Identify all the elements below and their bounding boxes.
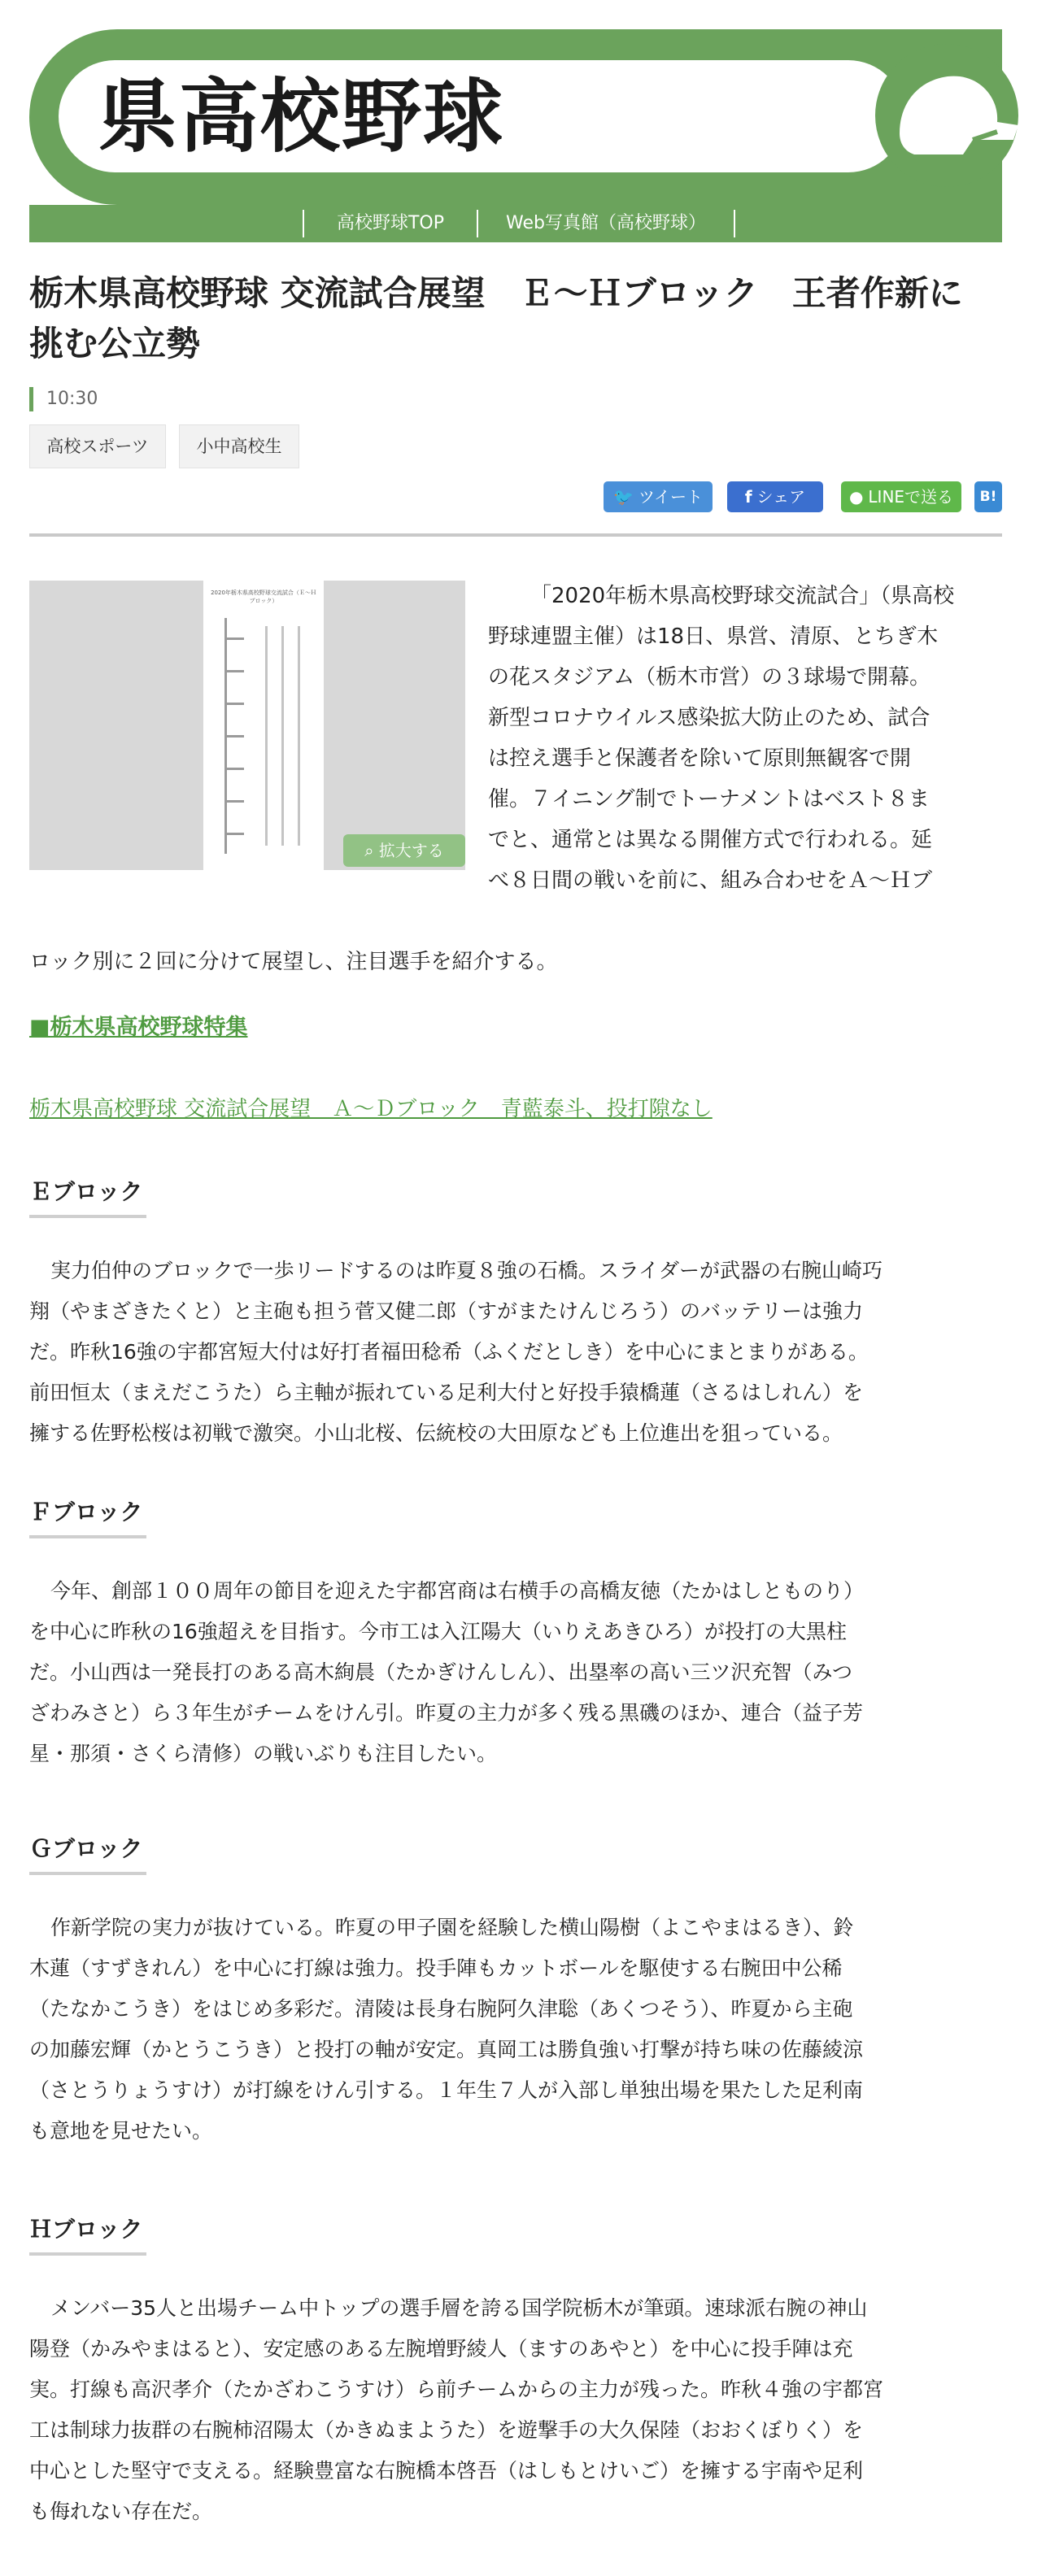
- body-line: 作新学院の実力が抜けている。昨夏の甲子園を経験した横山陽樹（よこやまはるき）、鈴: [50, 1916, 854, 1939]
- bracket-document-image: [203, 581, 324, 870]
- bracket-line: [224, 637, 244, 640]
- body-line: 工は制球力抜群の右腕柿沼陽太（かきぬまようた）を遊撃手の大久保陸（おおくぼりく）を: [29, 2418, 864, 2442]
- zoom-button[interactable]: [343, 834, 465, 867]
- body-line: 擁する佐野松桜は初戦で激突。小山北桜、伝統校の大田原なども上位進出を狙っている。: [29, 1421, 843, 1445]
- line-share-button[interactable]: [841, 481, 961, 512]
- site-title: 県高校野球: [98, 71, 505, 163]
- headline-line-1: 栃木県高校野球 交流試合展望 Ｅ〜Ｈブロック 王者作新に: [29, 273, 963, 313]
- article-photo[interactable]: [29, 581, 465, 870]
- section-heading-underline: [29, 1872, 146, 1875]
- bracket-line: [224, 703, 244, 705]
- body-line: も侮れない存在だ。: [29, 2500, 213, 2523]
- facebook-share-label: シェア: [756, 487, 806, 507]
- body-line: 翔（やまざきたくと）と主砲も担う菅又健二郎（すがまたけんじろう）のバッテリーは強力: [29, 1299, 864, 1323]
- body-line: だ。昨秋16強の宇都宮短大付は好打者福田稔希（ふくだとしき）を中心にまとまりがある。: [29, 1340, 869, 1364]
- bracket-names-column: [265, 626, 268, 846]
- line-icon: ●: [848, 487, 864, 507]
- tag-high-school-sports[interactable]: 高校スポーツ: [29, 424, 166, 468]
- body-line: 陽登（かみやまはると）、安定感のある左腕増野綾人（ますのあやと）を中心に投手陣は充: [29, 2337, 853, 2361]
- body-line: 前田恒太（まえだこうた）ら主軸が振れている足利大付と好投手猿橋蓮（さるはしれん）を: [29, 1381, 864, 1404]
- publish-time: 10:30: [29, 387, 98, 411]
- bracket-line: [224, 670, 244, 672]
- headline-line-2: 挑む公立勢: [29, 324, 201, 363]
- section-heading-h: Ｈブロック: [29, 2216, 143, 2243]
- body-line: も意地を見せたい。: [29, 2119, 213, 2143]
- intro-line: でと、通常とは異なる開催方式で行われる。延: [488, 828, 933, 852]
- intro-line: べ８日間の戦いを前に、組み合わせをＡ〜Ｈブ: [488, 868, 933, 893]
- body-line: 星・那須・さくら清修）の戦いぶりも注目したい。: [29, 1742, 498, 1765]
- section-e-body: [29, 1257, 883, 1460]
- body-line: （さとうりょうすけ）が打線をけん引する。１年生７人が入部し単独出場を果たした足利南: [29, 2078, 864, 2102]
- section-heading-f: Ｆブロック: [29, 1499, 143, 1525]
- magnifier-icon: ⌕: [364, 841, 379, 860]
- nav-item-photo-gallery[interactable]: Web写真館（高校野球）: [477, 210, 735, 237]
- article-headline: [29, 268, 1005, 369]
- twitter-icon: 🐦: [613, 487, 634, 507]
- section-heading-g: Ｇブロック: [29, 1835, 143, 1862]
- body-line: ざわみさと）ら３年生がチームをけん引。昨夏の主力が多く残る黒磯のほか、連合（益子芳: [29, 1701, 864, 1725]
- intro-line: の花スタジアム（栃木市営）の３球場で開幕。: [488, 665, 931, 690]
- tweet-button[interactable]: [604, 481, 713, 512]
- section-heading-e: Ｅブロック: [29, 1178, 143, 1205]
- intro-line: ロック別に２回に分けて展望し、注目選手を紹介する。: [29, 950, 558, 974]
- intro-line: 催。７イニング制でトーナメントはベスト８ま: [488, 787, 930, 812]
- section-heading-underline: [29, 2252, 146, 2256]
- body-line: （たなかこうき）をはじめ多彩だ。清陵は長身右腕阿久津聡（あくつそう）、昨夏から主砲: [29, 1997, 853, 2021]
- hatena-bookmark-button[interactable]: B!: [974, 481, 1002, 512]
- body-line: メンバー35人と出場チーム中トップの選手層を誇る国学院栃木が筆頭。速球派右腕の神山: [50, 2296, 868, 2320]
- section-g-body: [29, 1914, 863, 2158]
- intro-line: 新型コロナウイルス感染拡大防止のため、試合: [488, 706, 931, 730]
- body-line: だ。小山西は一発長打のある高木絢晨（たかぎけんしん）、出塁率の高い三ツ沢充智（みつ: [29, 1660, 853, 1684]
- section-f-body: [29, 1577, 864, 1781]
- bracket-line: [224, 768, 244, 770]
- facebook-share-button[interactable]: [727, 481, 823, 512]
- intro-line: 「2020年栃木県高校野球交流試合」（県高校: [530, 584, 955, 608]
- body-line: 実力伯仲のブロックで一歩リードするのは昨夏８強の石橋。スライダーが武器の右腕山崎巧: [50, 1259, 883, 1282]
- bracket-names-column: [281, 626, 284, 846]
- bracket-line: [224, 833, 244, 835]
- body-line: 実。打線も高沢孝介（たかざわこうすけ）ら前チームからの主力が残った。昨秋４強の宇都宮: [29, 2378, 884, 2401]
- section-h-body: [29, 2295, 883, 2539]
- body-line: の加藤宏輝（かとうこうき）と投打の軸が安定。真岡工は勝負強い打撃が持ち味の佐藤綾涼: [29, 2038, 864, 2061]
- body-line: を中心に昨秋の16強超えを目指す。今市工は入江陽大（いりえあきひろ）が投打の大黒柱: [29, 1620, 847, 1643]
- intro-paragraph-right: [488, 582, 954, 907]
- header-divider: [29, 533, 1002, 537]
- body-line: 木蓮（すずきれん）を中心に打線は強力。投手陣もカットボールを駆使する右腕田中公稀: [29, 1956, 843, 1980]
- bracket-names-column: [298, 626, 300, 846]
- feature-link[interactable]: ■栃木県高校野球特集: [29, 1015, 248, 1040]
- bracket-line: [224, 735, 244, 738]
- bracket-line: [224, 800, 244, 803]
- facebook-icon: f: [744, 487, 752, 507]
- section-heading-underline: [29, 1535, 146, 1538]
- zoom-label: 拡大する: [378, 841, 444, 860]
- intro-line: は控え選手と保護者を除いて原則無観客で開: [488, 746, 912, 771]
- baseball-helmet-icon: [875, 44, 1018, 187]
- site-banner[interactable]: [29, 29, 1002, 205]
- tag-students[interactable]: 小中高校生: [179, 424, 299, 468]
- tweet-label: ツイート: [638, 487, 703, 507]
- section-heading-underline: [29, 1215, 146, 1218]
- nav-item-top[interactable]: 高校野球TOP: [303, 210, 477, 237]
- intro-line: 野球連盟主催）は18日、県営、清原、とちぎ木: [488, 624, 939, 649]
- body-line: 中心とした堅守で支える。経験豊富な右腕橋本啓吾（はしもとけいご）を擁する宇南や足利: [29, 2459, 864, 2482]
- site-nav: [29, 205, 1002, 242]
- bracket-document-title: 2020年栃木県高校野球交流試合（Ｅ〜Ｈブロック）: [211, 590, 316, 604]
- body-line: 今年、創部１００周年の節目を迎えた宇都宮商は右横手の高橋友徳（たかはしとものり）: [50, 1579, 865, 1603]
- line-share-label: LINEで送る: [868, 487, 954, 507]
- related-article-link[interactable]: 栃木県高校野球 交流試合展望 Ａ〜Ｄブロック 青藍泰斗、投打隙なし: [29, 1097, 713, 1121]
